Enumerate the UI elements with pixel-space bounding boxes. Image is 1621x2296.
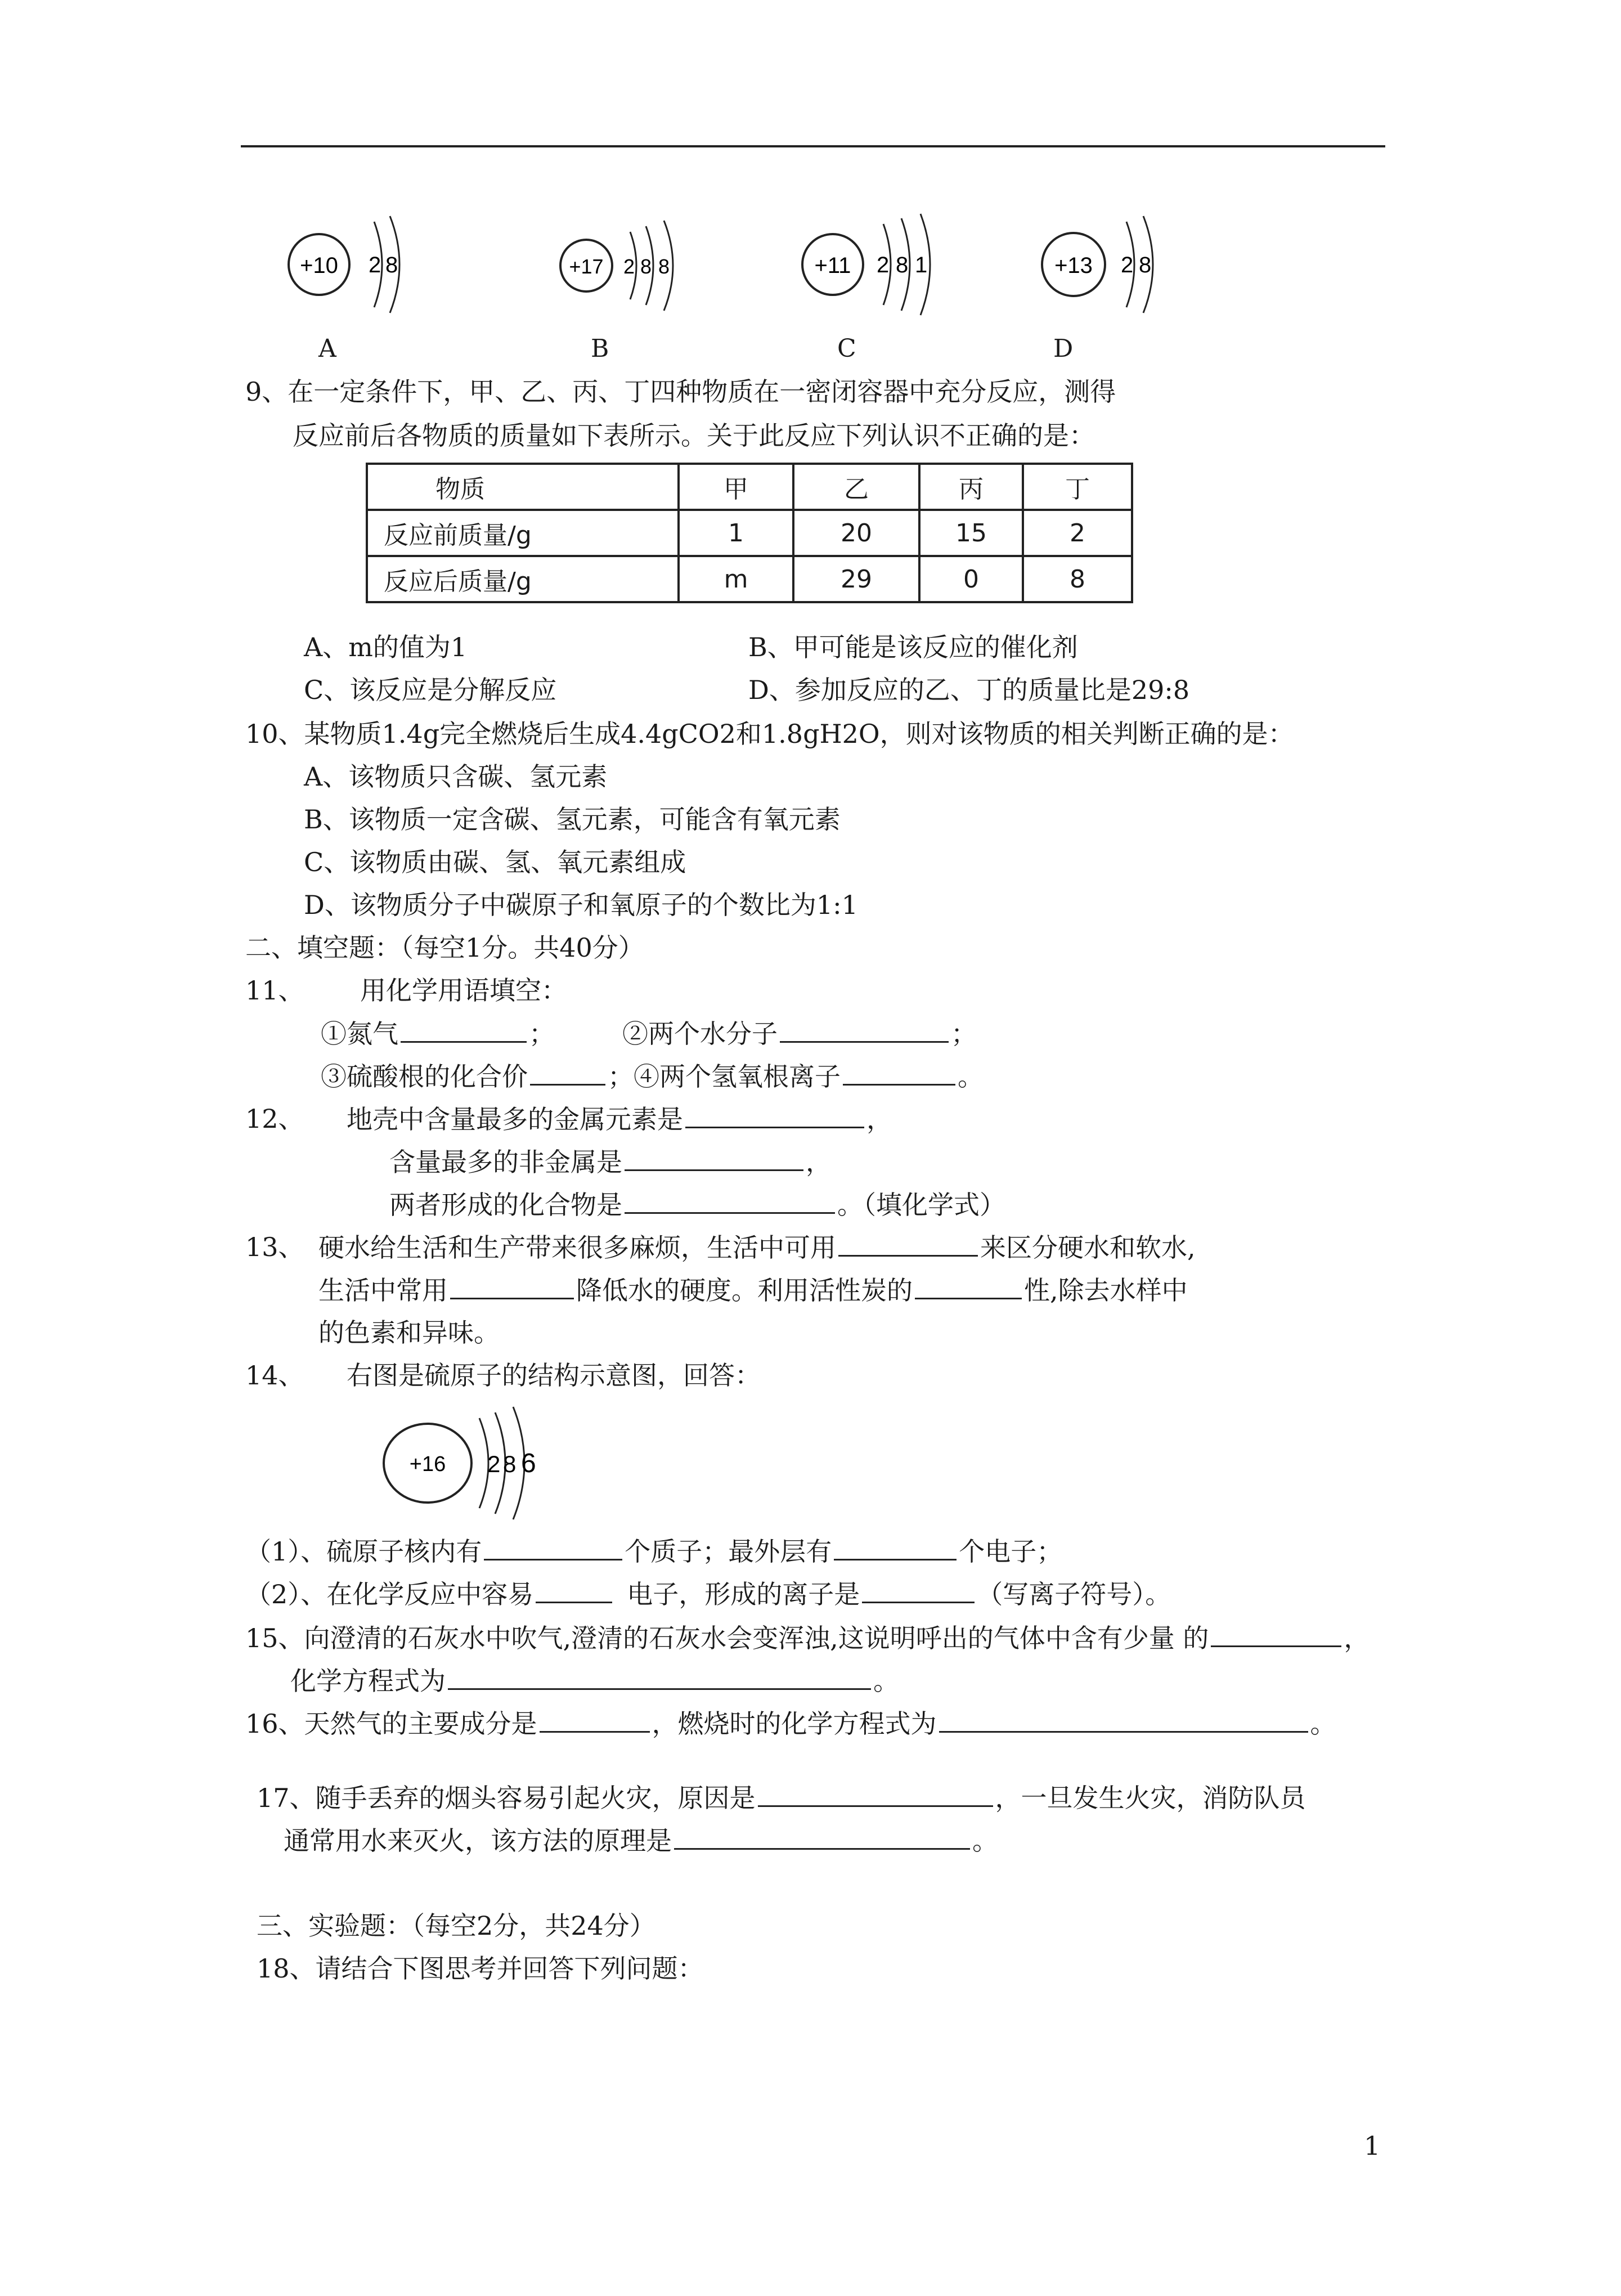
answer-blank[interactable]: [540, 1705, 650, 1733]
answer-blank[interactable]: [838, 1229, 978, 1257]
q14-s2b: 电子，形成的离子是: [627, 1579, 860, 1609]
atom-b-shell-1: 2: [623, 255, 635, 278]
q9-line-1: 9、在一定条件下，甲、乙、丙、丁四种物质在一密闭容器中充分反应，测得: [245, 376, 1116, 407]
q11-a1: ①氮气: [321, 1019, 398, 1049]
table-cell: 15: [919, 510, 1023, 556]
q15-l1a: 15、向澄清的石灰水中吹气,澄清的石灰水会变浑浊,这说明呼出的气体中含有少量 的: [245, 1623, 1209, 1653]
table-cell: m: [679, 556, 793, 602]
answer-blank[interactable]: [862, 1576, 975, 1603]
q11-a2: ；: [529, 1019, 555, 1049]
answer-blank[interactable]: [450, 1272, 574, 1299]
q13-l2c: 性,除去水样中: [1024, 1275, 1188, 1306]
q13-line-1: [318, 1229, 1196, 1266]
sulfur-shell-1: 2: [487, 1451, 501, 1477]
q11-a3: ②两个水分子: [622, 1019, 778, 1049]
atom-d-shell-2: 8: [1139, 253, 1152, 277]
q17-line-1: [257, 1779, 1306, 1816]
table-header-cell: 乙: [793, 464, 919, 510]
atom-diagram-d: [1035, 214, 1170, 323]
answer-blank[interactable]: [685, 1101, 864, 1128]
q13-line-3: 的色素和异味。: [318, 1317, 500, 1348]
atom-label-d: D: [1053, 334, 1074, 363]
answer-blank[interactable]: [674, 1822, 970, 1850]
atom-a-shell-1: 2: [369, 253, 381, 277]
q12-line-1: [347, 1101, 892, 1137]
q14-sub-1: [245, 1533, 1062, 1569]
atom-c-nucleus: +11: [814, 253, 851, 278]
q16-a: 16、天然气的主要成分是: [245, 1708, 537, 1739]
atom-diagram-a: [284, 214, 414, 323]
q9-option-a: A、m的值为1: [304, 632, 468, 662]
header-rule: [241, 145, 1385, 147]
atom-b-shell-2: 8: [640, 255, 652, 278]
q12-l1e: ，: [866, 1104, 892, 1134]
q11-stem: 用化学用语填空：: [360, 975, 567, 1006]
q10-option-d: D、该物质分子中碳原子和氧原子的个数比为1:1: [304, 890, 858, 920]
sulfur-shell-2: 8: [503, 1451, 517, 1477]
q10-stem: 10、某物质1.4g完全燃烧后生成4.4gCO2和1.8gH2O，则对该物质的相关判断正确的是：: [245, 719, 1294, 749]
q12-l3e: 。（填化学式）: [837, 1190, 1005, 1220]
atom-c-shell-1: 2: [877, 253, 890, 277]
atom-diagram-b: [557, 221, 703, 324]
answer-blank[interactable]: [915, 1272, 1022, 1299]
atom-label-c: C: [837, 334, 856, 363]
table-cell: 0: [919, 556, 1023, 602]
q9-option-d: D、参加反应的乙、丁的质量比是29:8: [748, 675, 1190, 705]
table-cell: 8: [1023, 556, 1132, 602]
section-3-heading: 三、实验题：（每空2分，共24分）: [257, 1911, 655, 1941]
section-2-heading: 二、填空题：（每空1分。共40分）: [245, 932, 644, 963]
answer-blank[interactable]: [401, 1015, 527, 1043]
table-cell: 反应前质量/g: [367, 510, 679, 556]
table-row: [367, 556, 1132, 602]
answer-blank[interactable]: [758, 1779, 993, 1807]
atom-diagram-c: [799, 214, 957, 323]
q11-line-1: [321, 1015, 977, 1052]
sulfur-atom-diagram: [383, 1407, 563, 1533]
q15-line-1: [245, 1620, 1369, 1656]
q9-mass-table: [366, 463, 1133, 603]
table-header-cell: 丁: [1023, 464, 1132, 510]
atom-b-shell-3: 8: [658, 255, 670, 278]
table-header-cell: 丙: [919, 464, 1023, 510]
q11-a4: ；: [951, 1019, 977, 1049]
table-header-cell: 甲: [679, 464, 793, 510]
q15-line-2: [290, 1662, 899, 1699]
atom-a-shell-2: 8: [385, 253, 398, 277]
q13-l1b: 来区分硬水和软水,: [980, 1232, 1196, 1263]
q13-l1a: 硬水给生活和生产带来很多麻烦，生活中可用: [318, 1232, 836, 1263]
q15-l2b: 。: [873, 1666, 899, 1696]
q12-l2e: ，: [806, 1147, 832, 1177]
q14-sub-2: [245, 1576, 1171, 1612]
atom-a-svg: [284, 214, 414, 321]
sulfur-nucleus: +16: [409, 1452, 446, 1476]
q17-l2b: 。: [972, 1826, 998, 1856]
q11-line-2: [321, 1058, 984, 1095]
atom-b-svg: [557, 221, 703, 322]
q14-s1c: 个电子；: [959, 1536, 1063, 1567]
answer-blank[interactable]: [625, 1143, 803, 1171]
q12-line-3: [389, 1186, 1005, 1223]
answer-blank[interactable]: [843, 1058, 955, 1086]
atom-c-shell-2: 8: [896, 253, 909, 277]
table-header-cell: 物质: [367, 464, 679, 510]
q14-number: 14、: [245, 1360, 304, 1391]
atom-c-svg: [799, 214, 957, 321]
q11-number: 11、: [245, 975, 304, 1006]
answer-blank[interactable]: [484, 1533, 622, 1560]
q13-line-2: [318, 1272, 1188, 1308]
q16-line: [245, 1705, 1336, 1742]
q12-l2: 含量最多的非金属是: [389, 1147, 622, 1177]
q9-line-2: 反应前后各物质的质量如下表所示。关于此反应下列认识不正确的是：: [293, 420, 1095, 451]
table-cell: 29: [793, 556, 919, 602]
table-cell: 反应后质量/g: [367, 556, 679, 602]
q14-stem: 右图是硫原子的结构示意图，回答：: [347, 1360, 761, 1391]
q17-l1b: ，一旦发生火灾，消防队员: [995, 1783, 1306, 1813]
atom-c-shell-3: 1: [915, 253, 928, 277]
q15-l1b: ，: [1344, 1623, 1370, 1653]
q12-l3: 两者形成的化合物是: [389, 1190, 622, 1220]
answer-blank[interactable]: [834, 1533, 957, 1560]
table-header-row: [367, 464, 1132, 510]
atom-label-b: B: [591, 334, 609, 363]
atom-d-shell-1: 2: [1121, 253, 1134, 277]
q11-b1: ③硫酸根的化合价: [321, 1061, 528, 1092]
q12-number: 12、: [245, 1104, 304, 1134]
q15-l2a: 化学方程式为: [290, 1666, 446, 1696]
atom-a-nucleus: +10: [300, 253, 338, 278]
table-cell: 2: [1023, 510, 1132, 556]
q18-stem: 18、请结合下图思考并回答下列问题：: [257, 1953, 704, 1984]
q16-b: ，燃烧时的化学方程式为: [652, 1708, 937, 1739]
atom-label-a: A: [318, 334, 336, 363]
q17-l1a: 17、随手丢弃的烟头容易引起火灾，原因是: [257, 1783, 756, 1813]
q9-option-c: C、该反应是分解反应: [304, 675, 557, 705]
atom-d-svg: [1035, 214, 1170, 321]
q14-s2c: （写离子符号）。: [977, 1579, 1171, 1609]
q9-option-b: B、甲可能是该反应的催化剂: [748, 632, 1078, 662]
q14-s1b: 个质子；最外层有: [625, 1536, 832, 1567]
q14-s2a: （2）、在化学反应中容易: [245, 1579, 534, 1609]
q12-l1: 地壳中含量最多的金属元素是: [347, 1104, 683, 1134]
answer-blank[interactable]: [530, 1058, 605, 1086]
q13-number: 13、: [245, 1232, 304, 1262]
q17-l2a: 通常用水来灭火，该方法的原理是: [284, 1826, 672, 1856]
q13-l2a: 生活中常用: [318, 1275, 448, 1306]
table-cell: 20: [793, 510, 919, 556]
q16-c: 。: [1310, 1708, 1336, 1739]
q11-b3: 。: [958, 1061, 984, 1092]
answer-blank[interactable]: [939, 1705, 1308, 1733]
q10-option-c: C、该物质由碳、氢、氧元素组成: [304, 847, 686, 877]
atom-d-nucleus: +13: [1054, 253, 1093, 278]
q11-b2: ；④两个氢氧根离子: [608, 1061, 841, 1092]
answer-blank[interactable]: [625, 1186, 835, 1214]
q17-line-2: [284, 1822, 998, 1859]
q10-option-b: B、该物质一定含碳、氢元素，可能含有氧元素: [304, 804, 841, 835]
answer-blank[interactable]: [1211, 1620, 1341, 1647]
q14-s1a: （1）、硫原子核内有: [245, 1536, 482, 1567]
q12-line-2: [389, 1143, 832, 1180]
q10-option-a: A、该物质只含碳、氢元素: [304, 761, 608, 792]
q13-l2b: 降低水的硬度。利用活性炭的: [576, 1275, 913, 1306]
answer-blank[interactable]: [780, 1015, 949, 1043]
table-row: [367, 510, 1132, 556]
page-number: 1: [1364, 2131, 1381, 2161]
sulfur-atom-svg: [383, 1407, 563, 1531]
answer-blank[interactable]: [536, 1576, 612, 1603]
atom-b-nucleus: +17: [569, 255, 604, 278]
answer-blank[interactable]: [448, 1662, 871, 1690]
table-cell: 1: [679, 510, 793, 556]
sulfur-shell-3: 6: [521, 1449, 536, 1478]
